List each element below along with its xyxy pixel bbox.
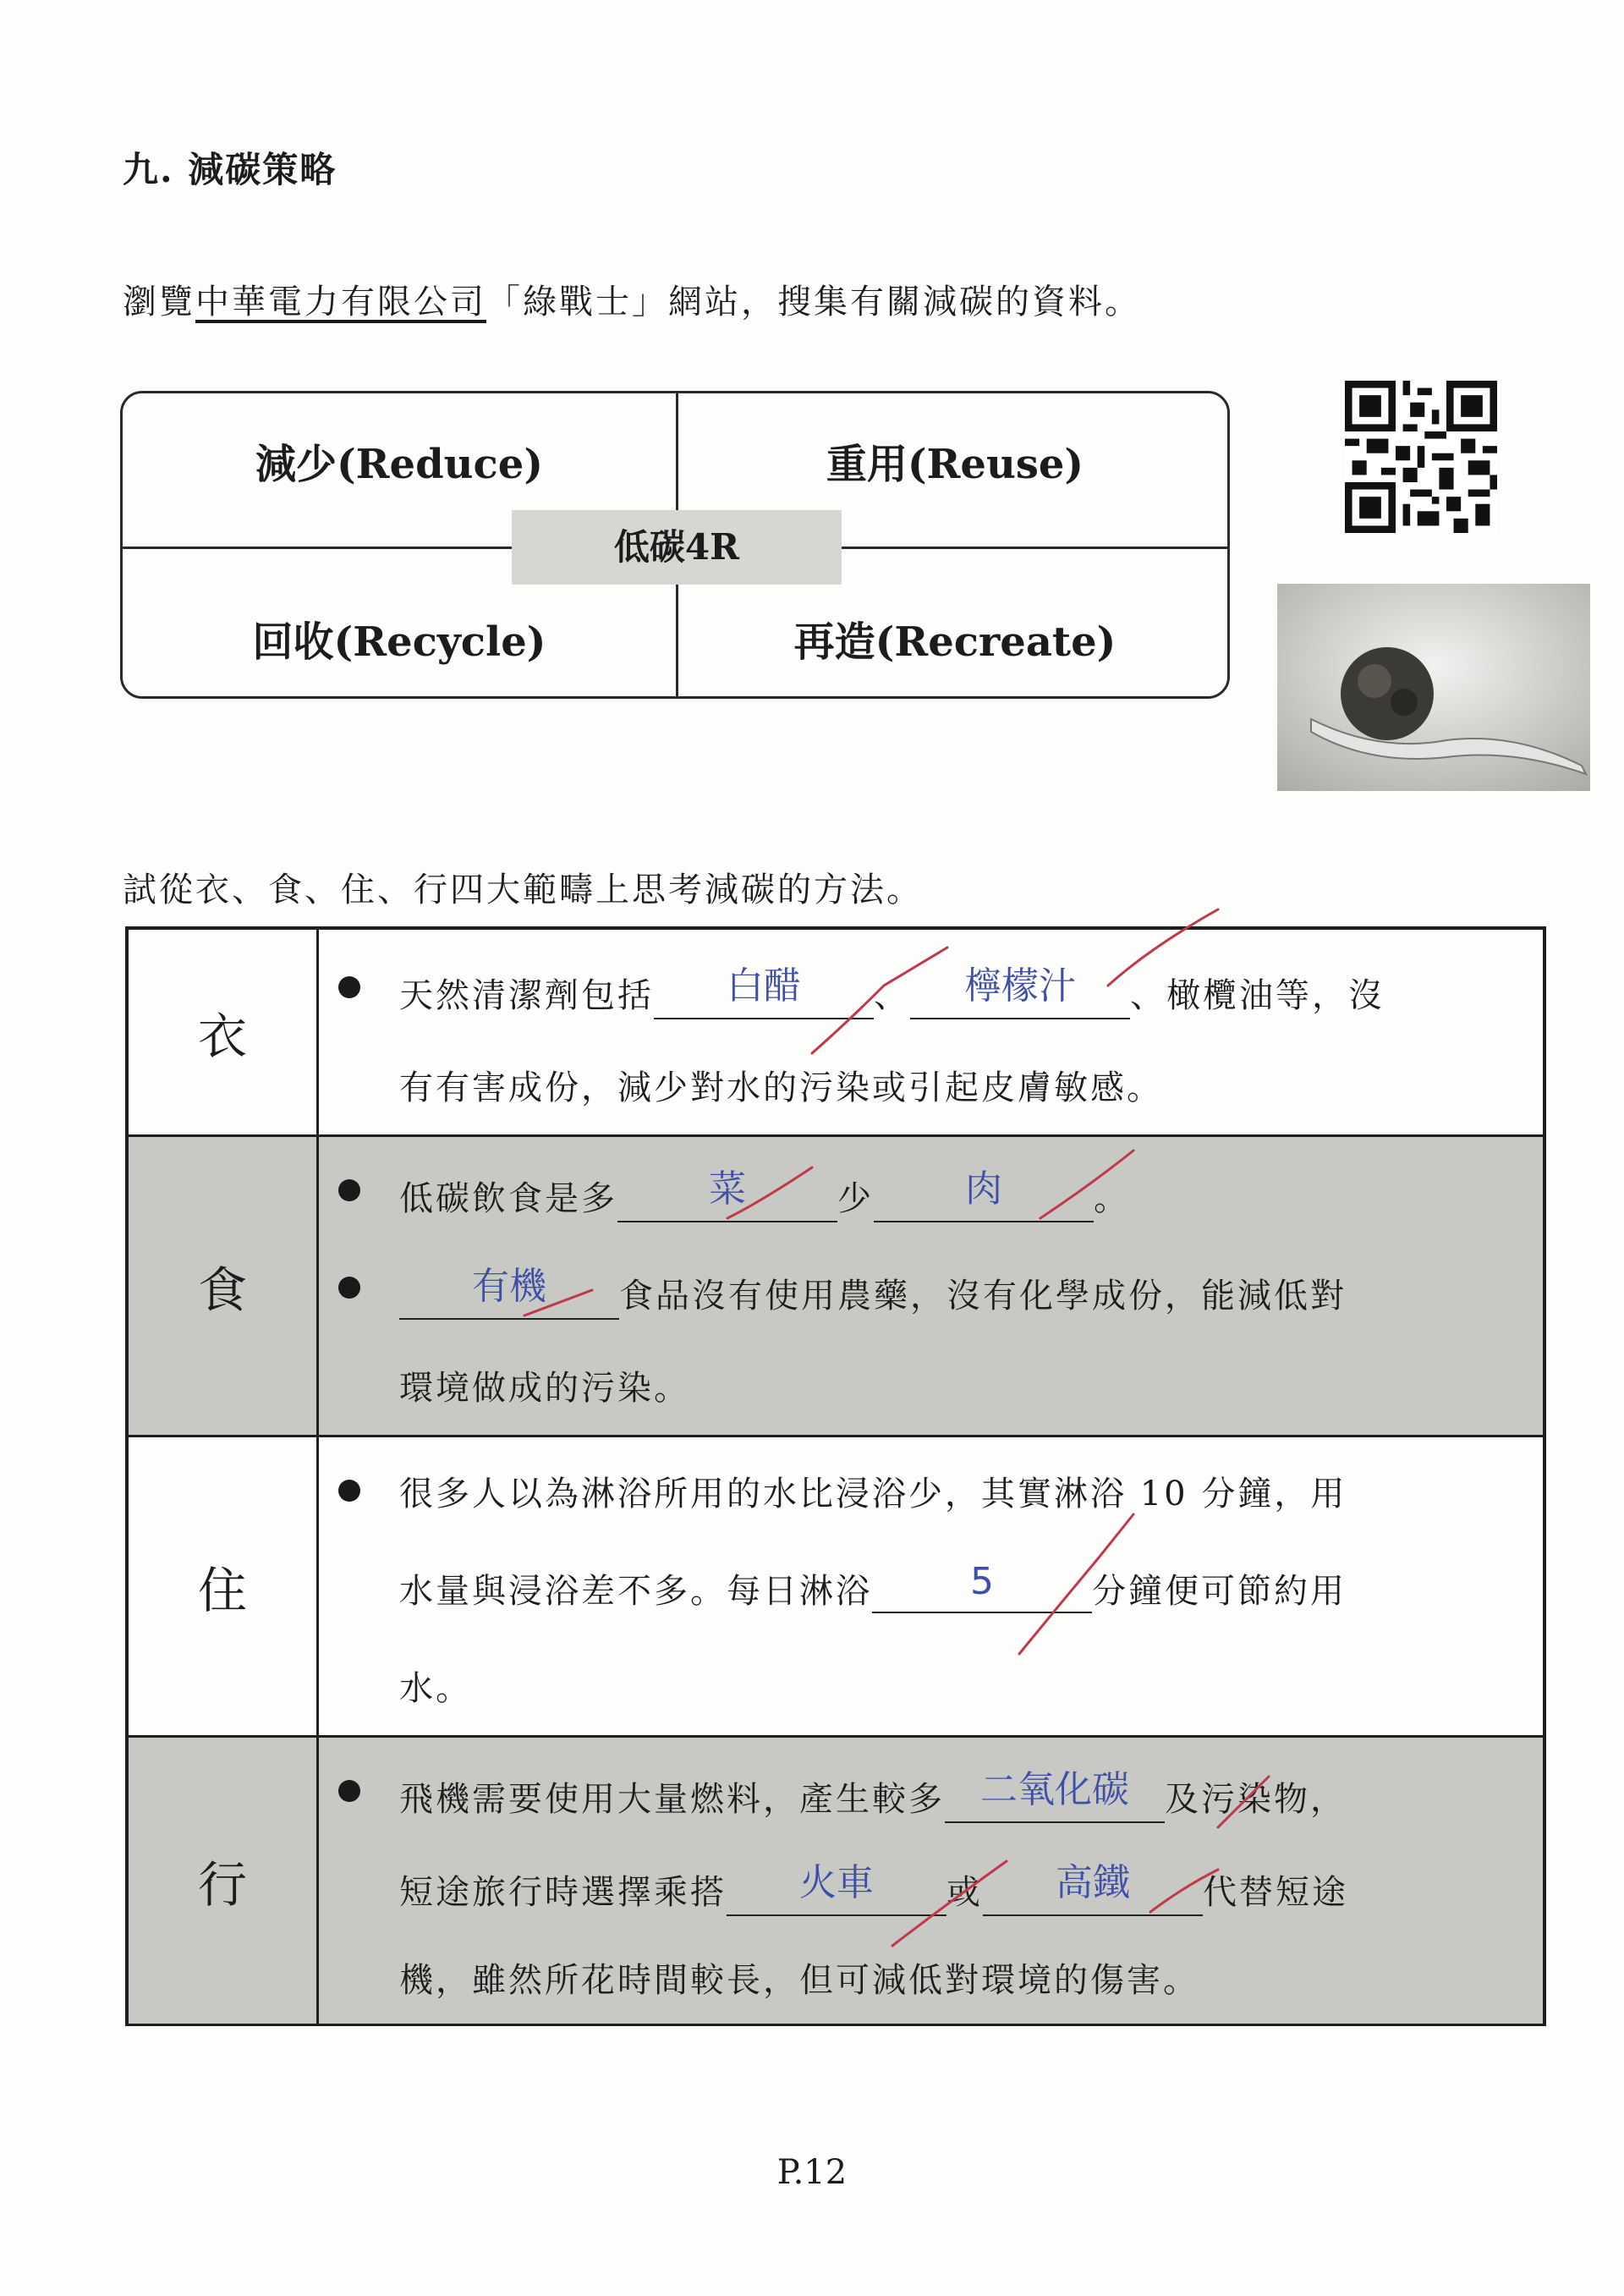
food-line-3: 環境做成的污染。: [399, 1369, 690, 1408]
handwritten-answer: 二氧化碳: [980, 1768, 1129, 1811]
text: 、橄欖油等，沒: [1130, 976, 1385, 1015]
text: 飛機需要使用大量燃料，產生較多: [399, 1780, 945, 1819]
text: 代替短途: [1203, 1873, 1348, 1912]
category-clothing: 衣: [129, 930, 319, 1134]
recreate-label: 再造(Recreate): [793, 618, 1116, 666]
text: 分鐘便可節約用: [1092, 1572, 1347, 1611]
transport-line-1: [399, 1767, 1347, 1823]
handwritten-answer: 火車: [799, 1861, 874, 1904]
text: 短途旅行時選擇乘搭: [399, 1873, 727, 1912]
handwritten-answer: 5: [970, 1560, 994, 1603]
carbon-reduction-table: [125, 926, 1546, 2026]
reduce-label: 減少(Reduce): [255, 441, 544, 488]
bullet-icon: [338, 1277, 360, 1299]
handwritten-answer: 肉: [965, 1167, 1002, 1211]
category-housing: 住: [129, 1437, 319, 1735]
answer-blank[interactable]: [399, 1264, 619, 1320]
text: 低碳飲食是多: [399, 1179, 617, 1218]
text: 及污染物，: [1165, 1780, 1347, 1819]
food-line-1: [399, 1167, 1130, 1222]
handwritten-answer: 菜: [709, 1167, 746, 1211]
intro-text: [123, 275, 1141, 323]
clothing-line-2: 有有害成份，減少對水的污染或引起皮膚敏感。: [399, 1068, 1163, 1107]
qr-code-icon[interactable]: [1345, 381, 1497, 533]
handwritten-answer: 白醋: [727, 964, 801, 1008]
answer-blank[interactable]: [983, 1860, 1203, 1916]
answer-blank[interactable]: [727, 1860, 946, 1916]
text: 。: [1094, 1179, 1130, 1218]
question-prompt: 試從衣、食、住、行四大範疇上思考減碳的方法。: [123, 871, 923, 909]
intro-suffix: 「綠戰士」網站，搜集有關減碳的資料。: [486, 283, 1141, 321]
recycle-label: 回收(Recycle): [252, 618, 546, 666]
housing-line-2: [399, 1560, 1347, 1613]
clothing-line-1: [399, 964, 1385, 1019]
food-line-2: [399, 1264, 1347, 1320]
bullet-icon: [338, 976, 360, 998]
table-row-clothing: [129, 930, 1543, 1137]
text: 或: [946, 1873, 983, 1912]
section-heading: 九. 減碳策略: [123, 149, 337, 190]
bullet-icon: [338, 1179, 360, 1201]
text: 少: [837, 1179, 874, 1218]
center-4r-label: 低碳4R: [512, 510, 842, 585]
transport-line-2: [399, 1860, 1348, 1916]
table-row-transport: [129, 1738, 1543, 2024]
answer-blank[interactable]: [945, 1767, 1165, 1823]
category-transport: 行: [129, 1738, 319, 2024]
housing-line-1: 很多人以為淋浴所用的水比浸浴少，其實淋浴 10 分鐘，用: [399, 1475, 1347, 1513]
text: 食品沒有使用農藥，沒有化學成份，能減低對: [619, 1277, 1347, 1316]
housing-line-3: 水。: [399, 1669, 472, 1708]
bullet-icon: [338, 1480, 360, 1502]
handwritten-answer: 有機: [472, 1265, 546, 1308]
intro-prefix: 瀏覽: [123, 283, 195, 321]
answer-blank[interactable]: [654, 964, 874, 1019]
answer-blank[interactable]: [872, 1560, 1092, 1613]
table-row-housing: [129, 1437, 1543, 1738]
answer-blank[interactable]: [910, 964, 1130, 1019]
page-number: P.12: [776, 2153, 848, 2192]
handwritten-answer: 檸檬汁: [964, 964, 1076, 1008]
company-name: 中華電力有限公司: [195, 283, 486, 321]
reuse-label: 重用(Reuse): [826, 441, 1084, 488]
answer-blank[interactable]: [617, 1167, 837, 1222]
text: 天然清潔劑包括: [399, 976, 654, 1015]
bullet-icon: [338, 1780, 360, 1802]
table-row-food: [129, 1137, 1543, 1437]
text: 、: [874, 976, 910, 1015]
category-food: 食: [129, 1137, 319, 1435]
seed-ball-photo: [1277, 584, 1590, 791]
text: 水量與浸浴差不多。每日淋浴: [399, 1572, 872, 1611]
handwritten-answer: 高鐵: [1056, 1861, 1130, 1904]
transport-line-3: 機，雖然所花時間較長，但可減低對環境的傷害。: [399, 1961, 1199, 2000]
answer-blank[interactable]: [874, 1167, 1094, 1222]
low-carbon-4r-diagram: [120, 391, 1230, 699]
